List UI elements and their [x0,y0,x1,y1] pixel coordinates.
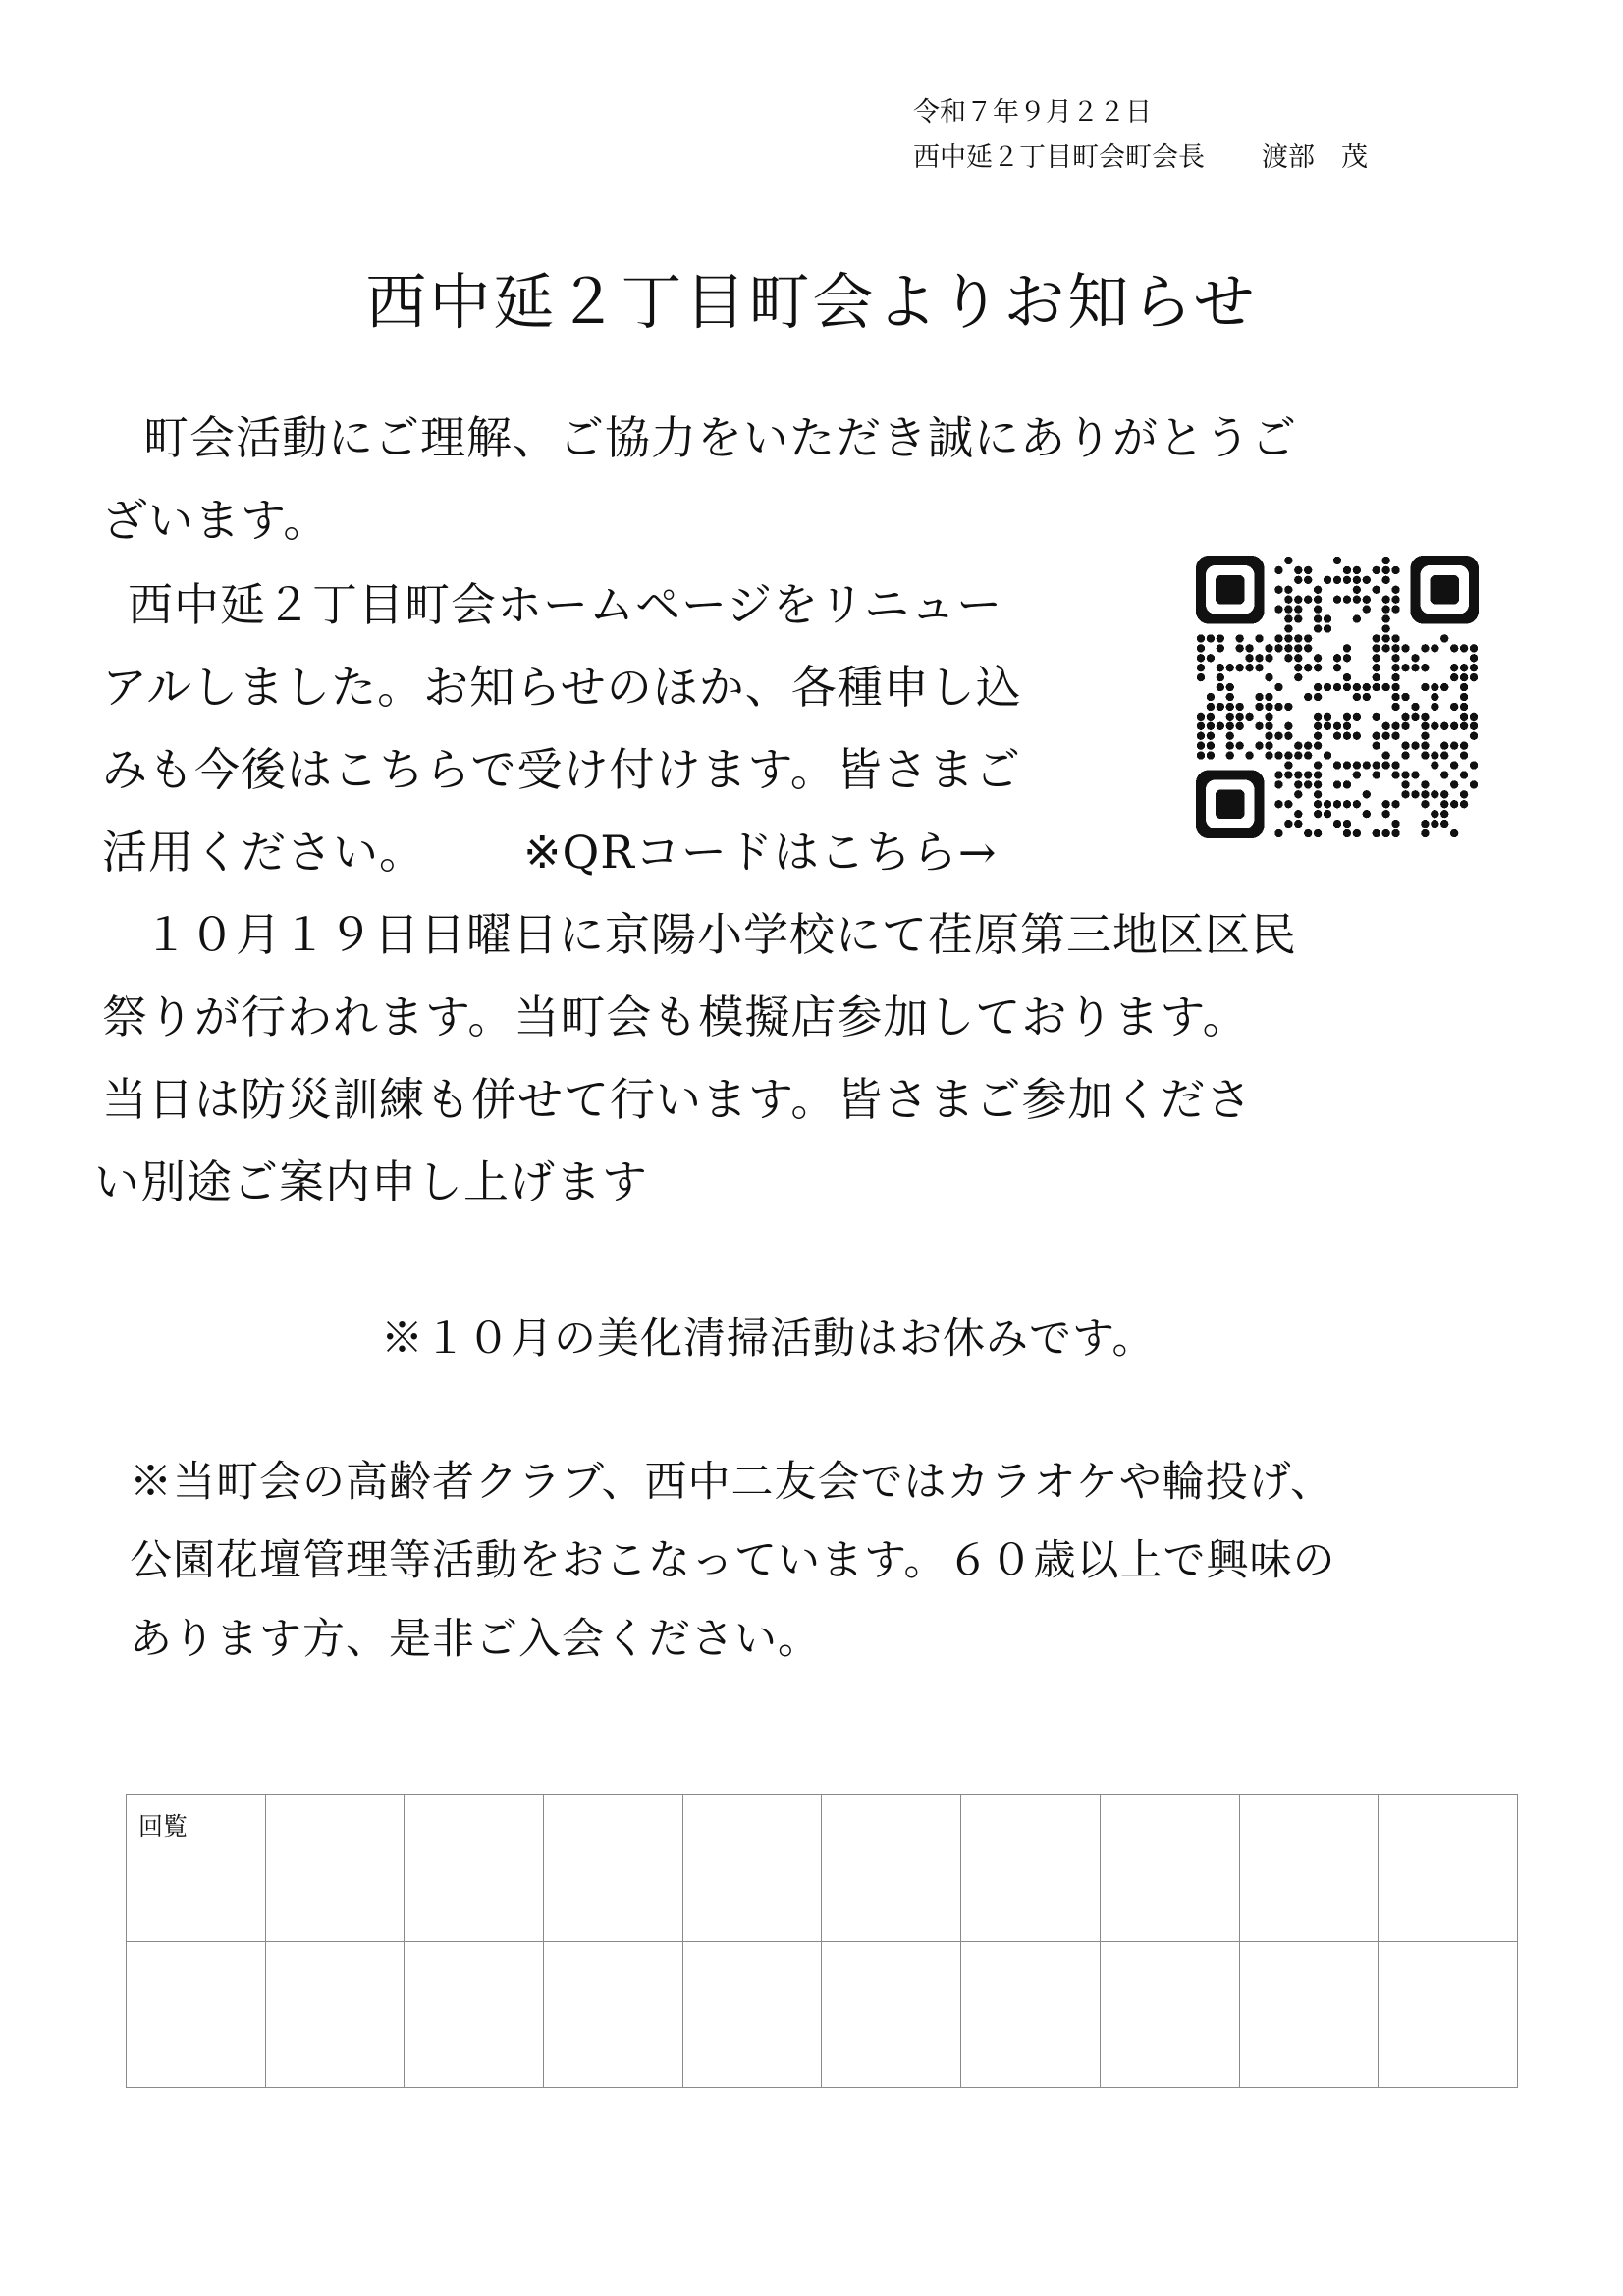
kairan-cell [544,1795,683,1942]
festival-line-4: い別途ご案内申し上げます [94,1155,648,1208]
organization: 西中延２丁目町会町会長 [913,142,1205,173]
kairan-cell [544,1942,683,2088]
kairan-cell [127,1942,266,2088]
kairan-table [126,1794,1518,2088]
thanks-line-1: 町会活動にご理解、ご協力をいただき誠にありがとうご [143,411,1297,464]
club-line-1: ※当町会の高齢者クラブ、西中二友会ではカラオケや輪投げ、 [130,1458,1333,1507]
kairan-cell [1239,1942,1379,2088]
kairan-cell [822,1942,961,2088]
festival-line-3: 当日は防災訓練も併せて行います。皆さまご参加くださ [102,1073,1253,1126]
kairan-cell [405,1795,544,1942]
kairan-cell [961,1795,1101,1942]
qr-note: ※QRコードはこちら→ [523,826,998,879]
kairan-cell [1239,1795,1379,1942]
date: 令和７年９月２２日 [913,97,1152,128]
kairan-cell [961,1942,1101,2088]
kairan-cell [1379,1795,1518,1942]
club-line-2: 公園花壇管理等活動をおこなっています。６０歳以上で興味の [130,1536,1336,1585]
kairan-cell [822,1795,961,1942]
homepage-line-2: アルしました。お知らせのほか、各種申し込 [102,661,1022,714]
page-title: 西中延２丁目町会よりお知らせ [365,266,1258,338]
kairan-cell [1100,1942,1239,2088]
kairan-cell [1379,1942,1518,2088]
kairan-cell [405,1942,544,2088]
festival-line-1: １０月１９日日曜日に京陽小学校にて荏原第三地区区民 [143,908,1297,961]
qr-code-icon[interactable] [1196,556,1479,838]
kairan-cell [1100,1795,1239,1942]
author: 渡部 茂 [1262,142,1368,173]
homepage-line-3: みも今後はこちらで受け付けます。皆さまご [102,743,1021,796]
kairan-cell [265,1795,405,1942]
cleaning-notice: ※１０月の美化清掃活動はお休みです。 [381,1314,1156,1363]
kairan-cell [682,1942,822,2088]
kairan-cell [682,1795,822,1942]
homepage-line-4: 活用ください。 [102,826,425,879]
kairan-cell [265,1942,405,2088]
homepage-line-1: 西中延２丁目町会ホームページをリニュー [128,578,1003,631]
festival-line-2: 祭りが行われます。当町会も模擬店参加しております。 [102,990,1249,1043]
club-line-3: あります方、是非ご入会ください。 [130,1615,821,1664]
kairan-row [127,1942,1518,2088]
thanks-line-2: ざいます。 [102,494,330,547]
kairan-row [127,1795,1518,1942]
kairan-label: 回覧 [127,1795,266,1942]
document-header [913,90,1368,181]
